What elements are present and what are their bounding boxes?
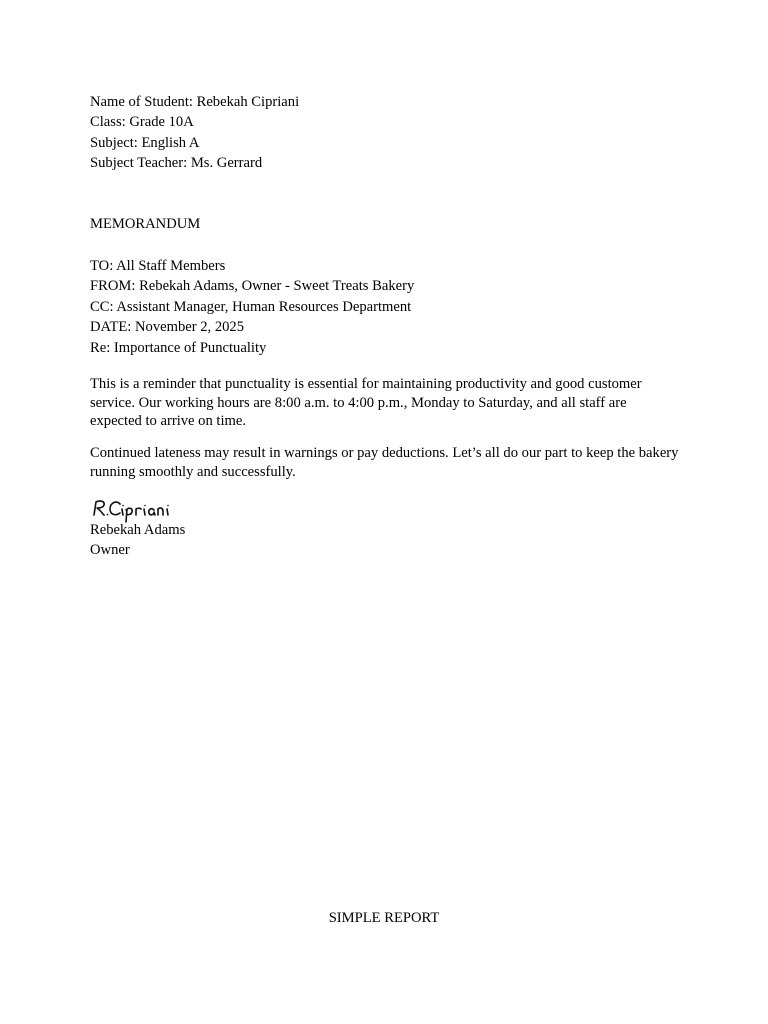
memo-cc-line: CC: Assistant Manager, Human Resources Department [90,299,412,315]
memo-body-paragraph-1: This is a reminder that punctuality is essential for maintaining productivity and good customer service. Our working hours are 8:00 a.m. to 4:00 p.m., Monday to Saturday, and all staff are expected to arrive on time. [90,376,642,429]
signer-title: Owner [90,542,130,558]
signer-name: Rebekah Adams [90,522,186,538]
memo-subject-line: Re: Importance of Punctuality [90,340,267,356]
memo-to-line: TO: All Staff Members [90,258,226,274]
footer-label: SIMPLE REPORT [328,910,440,926]
memo-body-paragraph-2: Continued lateness may result in warnings or pay deductions. Let’s all do our part to keep the bakery running smoothly and successfully. [90,445,679,480]
teacher-line: Subject Teacher: Ms. Gerrard [90,155,263,171]
memo-date-line: DATE: November 2, 2025 [90,319,245,335]
memo-from-line: FROM: Rebekah Adams, Owner - Sweet Treats Bakery [90,278,415,294]
subject-line: Subject: English A [90,135,200,151]
class-line: Class: Grade 10A [90,114,194,130]
memo-heading: MEMORANDUM [90,216,201,232]
student-name-line: Name of Student: Rebekah Cipriani [90,94,300,110]
